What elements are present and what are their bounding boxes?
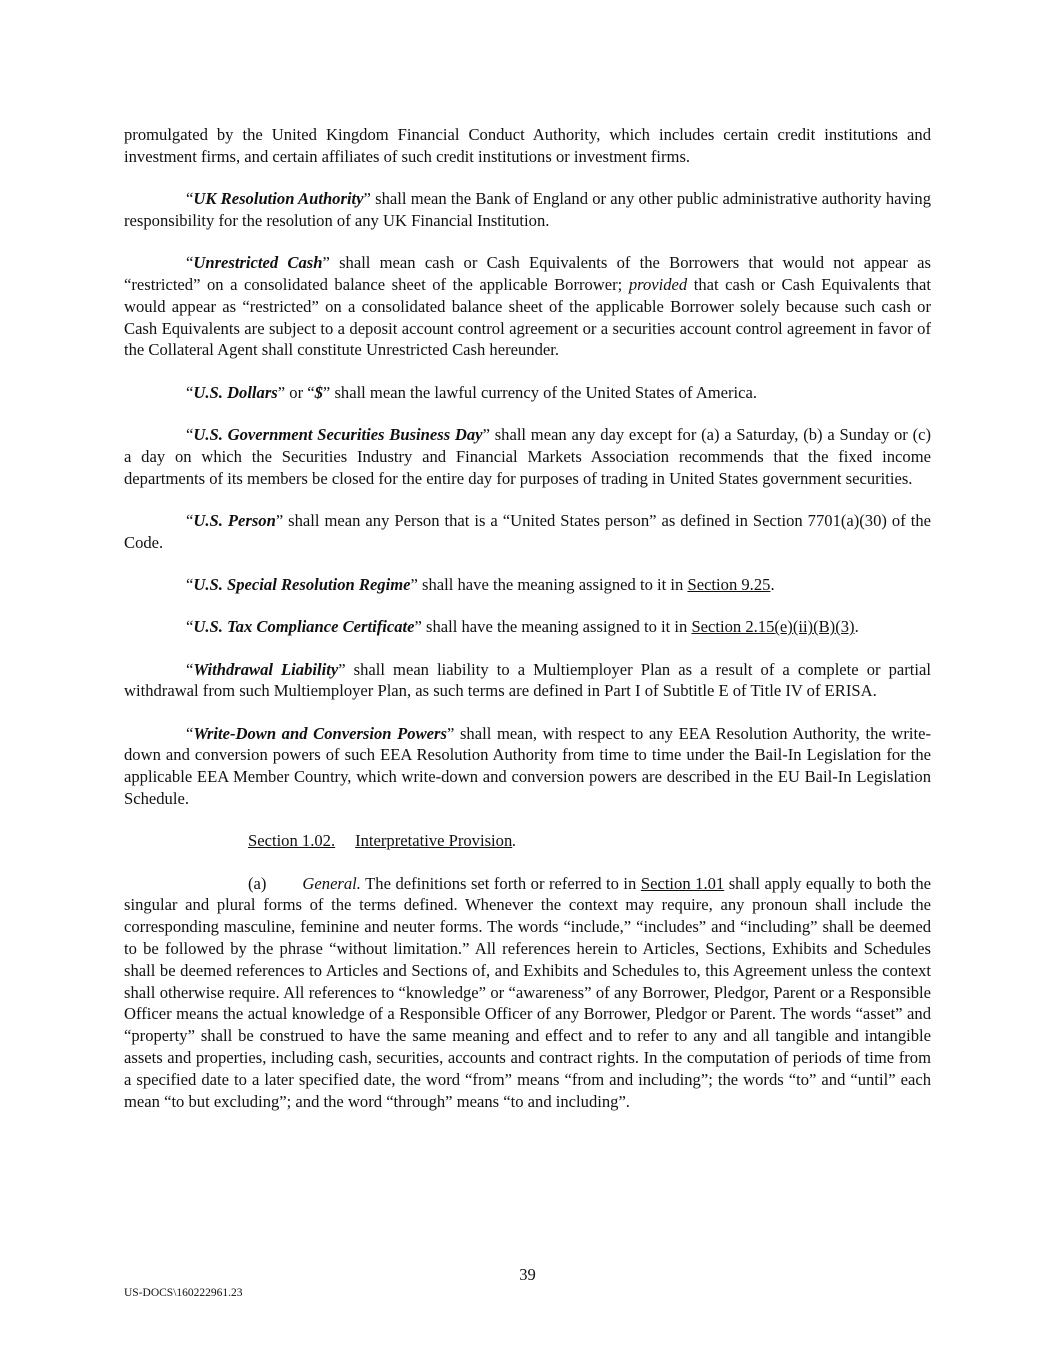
definition-write-down-and-conversion-powers: “Write-Down and Conversion Powers” shall mean, with respect to any EEA Resolution Authority, the write-down and conversion powers of such EEA Resolution Authority from time to time under the Bail-In Legislation for the applicable EEA Member Country, which write-down and conversion powers are described in the EU Bail-In Legislation Schedule.	[124, 723, 931, 809]
definition-us-dollars: “U.S. Dollars” or “$” shall mean the lawful currency of the United States of America.	[186, 382, 757, 402]
definition-tail: .	[854, 617, 859, 637]
definition-unrestricted-cash: “Unrestricted Cash” shall mean cash or Cash Equivalents of the Borrowers that would not appear as “restricted” on a consolidated balance sheet of the applicable Borrower; provided that cash or Cash Equivalents that would appear as “restricted” on a consolidated balance sheet of the applicable Borrower solely because such cash or Cash Equivalents are subject to a deposit account control agreement or a securities account control agreement in favor of the Collateral Agent shall constitute Unrestricted Cash hereunder.	[124, 253, 931, 360]
clause-text: The definitions set forth or referred to in	[360, 873, 641, 893]
defined-term: Unrestricted Cash	[193, 253, 323, 273]
section-heading	[124, 830, 931, 852]
definition-text: shall mean the lawful currency of the United States of America.	[330, 382, 757, 402]
definition-text: that cash or Cash Equivalents that would appear as “restricted” on a consolidated balance sheet of the applicable Borrower solely because such cash or Cash Equivalents are subject to a deposit account control agreement or a securities account control agreement in favor of the Collateral Agent shall constitute Unrestricted Cash hereunder.	[124, 274, 931, 360]
definition-connector: or “	[285, 382, 315, 402]
page-number: 39	[519, 1265, 536, 1284]
document-id: US-DOCS\160222961.23	[124, 1287, 243, 1299]
definition-text: shall mean liability to a Multiemployer Plan as a result of a complete or partial withdrawal from such Multiemployer Plan, as such terms are defined in Part I of Subtitle E of Title IV of ERISA.	[124, 659, 931, 701]
definition-text: shall have the meaning assigned to it in	[421, 617, 692, 637]
clause-heading: General.	[302, 873, 361, 893]
clause-text: shall apply equally to both the singular and plural forms of the terms defined. Whenever the context may require, any pronoun shall include the corresponding masculine, feminine and neuter forms. The words “include,” “includes” and “including” shall be deemed to be followed by the phrase “without limitation.” All references herein to Articles, Sections, Exhibits and Schedules shall be deemed references to Articles and Sections of, and Exhibits and Schedules to, this Agreement unless the context shall otherwise require. All references to “knowledge” or “awareness” of any Borrower, Pledgor, Parent or a Responsible Officer means the actual knowledge of a Responsible Officer of any Borrower, Pledgor or Parent. The words “asset” and “property” shall be construed to have the same meaning and effect and to refer to any and all tangible and intangible assets and properties, including cash, securities, accounts and contract rights. In the computation of periods of time from a specified date to a later specified date, the word “from” means “from and including”; the words “to” and “until” each mean “to but excluding”; and the word “through” means “to and including”.	[124, 873, 931, 1111]
definition-us-government-securities-business-day: “U.S. Government Securities Business Day” shall mean any day except for (a) a Saturday, (b) a Sunday or (c) a day on which the Securities Industry and Financial Markets Association recommends that the fixed income departments of its members be closed for the entire day for purposes of trading in United States government securities.	[124, 424, 931, 488]
document-page	[124, 124, 931, 1133]
defined-term: Write-Down and Conversion Powers	[193, 723, 447, 743]
definition-withdrawal-liability: “Withdrawal Liability” shall mean liability to a Multiemployer Plan as a result of a complete or partial withdrawal from such Multiemployer Plan, as such terms are defined in Part I of Subtitle E of Title IV of ERISA.	[124, 659, 931, 701]
paragraph-continuation	[124, 124, 931, 168]
section-title: Interpretative Provision	[355, 831, 513, 851]
emphasis-provided: provided	[628, 274, 688, 294]
definition-us-special-resolution-regime: “U.S. Special Resolution Regime” shall have the meaning assigned to it in Section 9.25.	[186, 574, 775, 594]
section-title-tail: .	[512, 831, 517, 851]
definition-us-tax-compliance-certificate: “U.S. Tax Compliance Certificate” shall have the meaning assigned to it in Section 2.15(e)(ii)(B)(3).	[186, 617, 859, 637]
section-reference: Section 9.25	[687, 574, 771, 594]
section-reference: Section 2.15(e)(ii)(B)(3)	[691, 617, 855, 637]
definition-uk-resolution-authority: “UK Resolution Authority” shall mean the Bank of England or any other public administrative authority having responsibility for the resolution of any UK Financial Institution.	[124, 189, 931, 230]
paragraph-text: promulgated by the United Kingdom Financial Conduct Authority, which includes certain credit institutions and investment firms, and certain affiliates of such credit institutions or investment firms.	[124, 125, 931, 166]
section-number: Section 1.02.	[248, 831, 336, 851]
defined-term: U.S. Government Securities Business Day	[193, 424, 483, 444]
definition-us-person: “U.S. Person” shall mean any Person that is a “United States person” as defined in Section 7701(a)(30) of the Code.	[124, 510, 931, 552]
defined-term-symbol: $	[314, 382, 323, 402]
clause-label: (a)	[248, 873, 267, 893]
definition-text: shall mean, with respect to any EEA Resolution Authority, the write-down and conversion powers of such EEA Resolution Authority from time to time under the Bail-In Legislation for the applicable EEA Member Country, which write-down and conversion powers are described in the EU Bail-In Legislation Schedule.	[124, 723, 931, 809]
general-provision	[124, 873, 931, 1113]
definition-text: shall mean any day except for (a) a Saturday, (b) a Sunday or (c) a day on which the Securities Industry and Financial Markets Association recommends that the fixed income departments of its members be closed for the entire day for purposes of trading in United States government securities.	[124, 424, 931, 488]
defined-term: Withdrawal Liability	[193, 659, 339, 679]
definition-text: shall mean cash or Cash Equivalents of the Borrowers that would not appear as “restricted” on a consolidated balance sheet of the applicable Borrower;	[124, 253, 931, 294]
definition-text: shall mean any Person that is a “United States person” as defined in Section 7701(a)(30) of the Code.	[124, 510, 931, 552]
section-reference: Section 1.01	[640, 873, 725, 893]
definition-text: shall mean the Bank of England or any other public administrative authority having responsibility for the resolution of any UK Financial Institution.	[124, 189, 931, 230]
defined-term: UK Resolution Authority	[193, 189, 364, 209]
defined-term: U.S. Tax Compliance Certificate	[193, 617, 415, 637]
defined-term: U.S. Dollars	[193, 382, 278, 402]
definition-text: shall have the meaning assigned to it in	[417, 574, 688, 594]
definition-tail: .	[770, 574, 775, 594]
defined-term: U.S. Special Resolution Regime	[193, 574, 411, 594]
defined-term: U.S. Person	[193, 510, 276, 530]
